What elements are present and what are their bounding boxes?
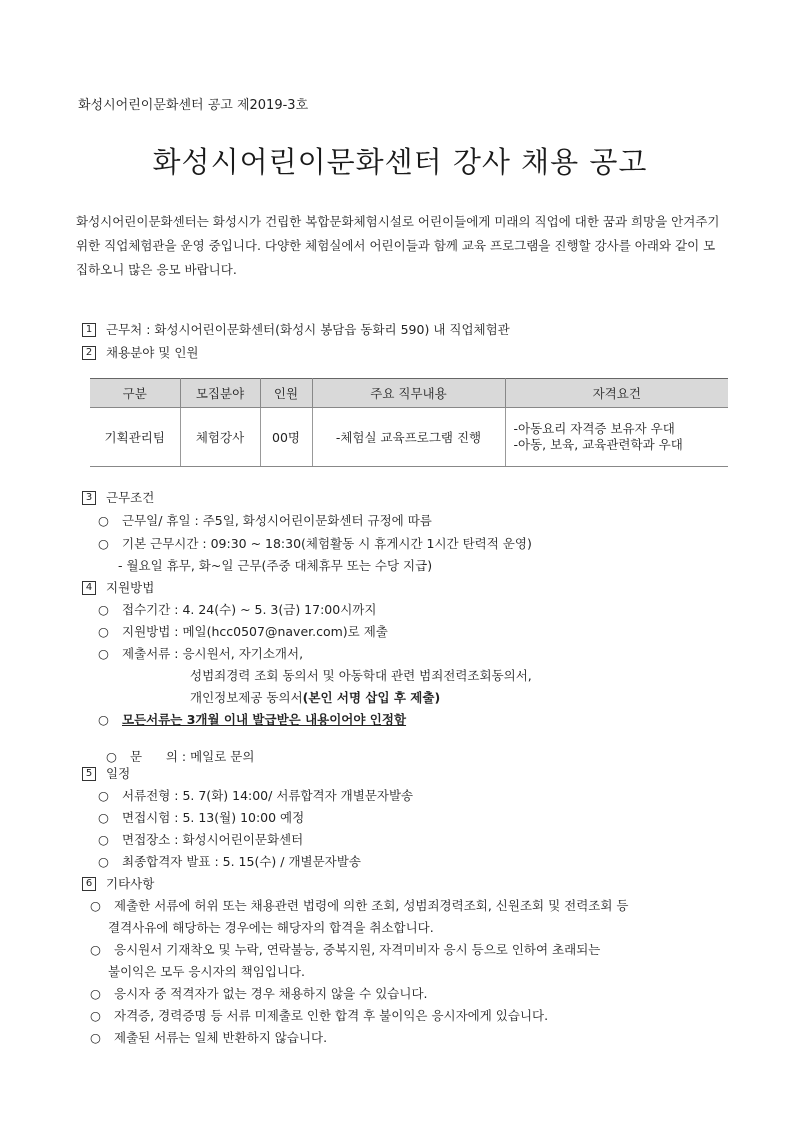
bullet: ○ [98,832,109,847]
table-header: 주요 직무내용 [312,379,505,408]
bullet: ○ [90,1030,101,1045]
list-item: ○ 근무일/ 휴일 : 주5일, 화성시어린이문화센터 규정에 따름 [98,513,432,528]
docs-line: 개인정보제공 동의서(본인 서명 삽입 후 제출) [190,690,441,705]
qualification-line: -아동, 보육, 교육관련학과 우대 [513,437,683,452]
list-item-continued: 불이익은 모두 응시자의 책임입니다. [108,964,306,979]
bullet: ○ [98,854,109,869]
section-text: 근무처 : 화성시어린이문화센터(화성시 봉담읍 동화리 590) 내 직업체험관 [106,322,510,337]
section-text: 일정 [106,766,131,781]
list-item: ○ 접수기간 : 4. 24(수) ~ 5. 3(금) 17:00시까지 [98,602,377,617]
list-item-notice: ○ 모든서류는 3개월 이내 발급받은 내용이어야 인정함 [98,712,407,727]
section-number: 1 [82,323,96,337]
intro-paragraph: 화성시어린이문화센터는 화성시가 건립한 복합문화체험시설로 어린이들에게 미래의 직업에 대한 꿈과 희망을 안겨주기 위한 직업체험관을 운영 중입니다. 다양한 체험실에서 어린이들과 함께 교육 프로그램을 진행할 강사를 아래와 같이 모집하오니 많은 응모 바랍니다. [76,214,720,277]
table-header: 자격요건 [505,379,728,408]
list-item: ○ 지원방법 : 메일(hcc0507@naver.com)로 제출 [98,624,388,639]
list-item: ○ 서류전형 : 5. 7(화) 14:00/ 서류합격자 개별문자발송 [98,788,414,803]
list-item: ○ 기본 근무시간 : 09:30 ~ 18:30(체험활동 시 휴게시간 1시간 탄력적 운영) [98,536,532,551]
sub-item: - 월요일 휴무, 화~일 근무(주중 대체휴무 또는 수당 지급) [118,558,433,573]
bullet: ○ [90,1008,101,1023]
list-item: ○ 제출된 서류는 일체 반환하지 않습니다. [90,1030,328,1045]
bullet: ○ [98,513,109,528]
section-number: 4 [82,581,96,595]
list-item: ○ 제출한 서류에 허위 또는 채용관련 법령에 의한 조회, 성범죄경력조회, 신원조회 및 전력조회 등 [90,898,629,913]
notice-number: 화성시어린이문화센터 공고 제2019-3호 [78,98,309,113]
section-text: 근무조건 [106,490,155,505]
bullet: ○ [98,624,109,639]
bullet: ○ [98,536,109,551]
list-item: ○ 제출서류 : 응시원서, 자기소개서, [98,646,304,661]
list-item: ○ 최종합격자 발표 : 5. 15(수) / 개별문자발송 [98,854,361,869]
table-header: 구분 [90,379,180,408]
page-title: 화성시어린이문화센터 강사 채용 공고 [152,145,648,179]
bullet: ○ [98,788,109,803]
section-number: 6 [82,877,96,891]
cell-duty: -체험실 교육프로그램 진행 [312,408,505,467]
section-workplace [82,320,510,338]
section-text: 기타사항 [106,876,155,891]
table-header: 인원 [260,379,312,408]
section-text: 채용분야 및 인원 [106,345,199,360]
list-item: ○ 응시원서 기재착오 및 누락, 연락불능, 중복지원, 자격미비자 응시 등으로 인하여 초래되는 [90,942,601,957]
list-item: ○ 면접시험 : 5. 13(월) 10:00 예정 [98,810,305,825]
section-schedule [82,764,130,782]
section-number: 3 [82,491,96,505]
section-number: 5 [82,767,96,781]
list-item: ○ 응시자 중 적격자가 없는 경우 채용하지 않을 수 있습니다. [90,986,428,1001]
docs-line: 성범죄경력 조회 동의서 및 아동학대 관련 범죄전력조회동의서, [190,668,532,683]
bullet: ○ [90,942,101,957]
recruitment-table [90,378,728,467]
list-item-continued: 결격사유에 해당하는 경우에는 해당자의 합격을 취소합니다. [108,920,434,935]
section-recruitment [82,343,198,361]
section-text: 지원방법 [106,580,155,595]
section-number: 2 [82,346,96,360]
bullet: ○ [105,749,117,764]
bullet: ○ [90,898,101,913]
table-header: 모집분야 [180,379,260,408]
bullet: ○ [98,810,109,825]
list-item: ○ 자격증, 경력증명 등 서류 미제출로 인한 합격 후 불이익은 응시자에게 있습니다. [90,1008,549,1023]
bullet: ○ [98,646,109,661]
section-conditions [82,488,154,506]
table-header-row [90,379,728,408]
list-item: ○ 면접장소 : 화성시어린이문화센터 [98,832,304,847]
section-other [82,874,154,892]
section-application [82,578,154,596]
cell-qualification [505,408,728,467]
cell-dept: 기획관리팀 [90,408,180,467]
bullet: ○ [90,986,101,1001]
cell-field: 체험강사 [180,408,260,467]
bullet: ○ [98,602,109,617]
table-row [90,408,728,467]
qualification-line: -아동요리 자격증 보유자 우대 [513,421,675,436]
cell-count: 00명 [260,408,312,467]
list-item: ○ 문 의 : 메일로 문의 [105,749,255,764]
bullet: ○ [98,712,109,727]
